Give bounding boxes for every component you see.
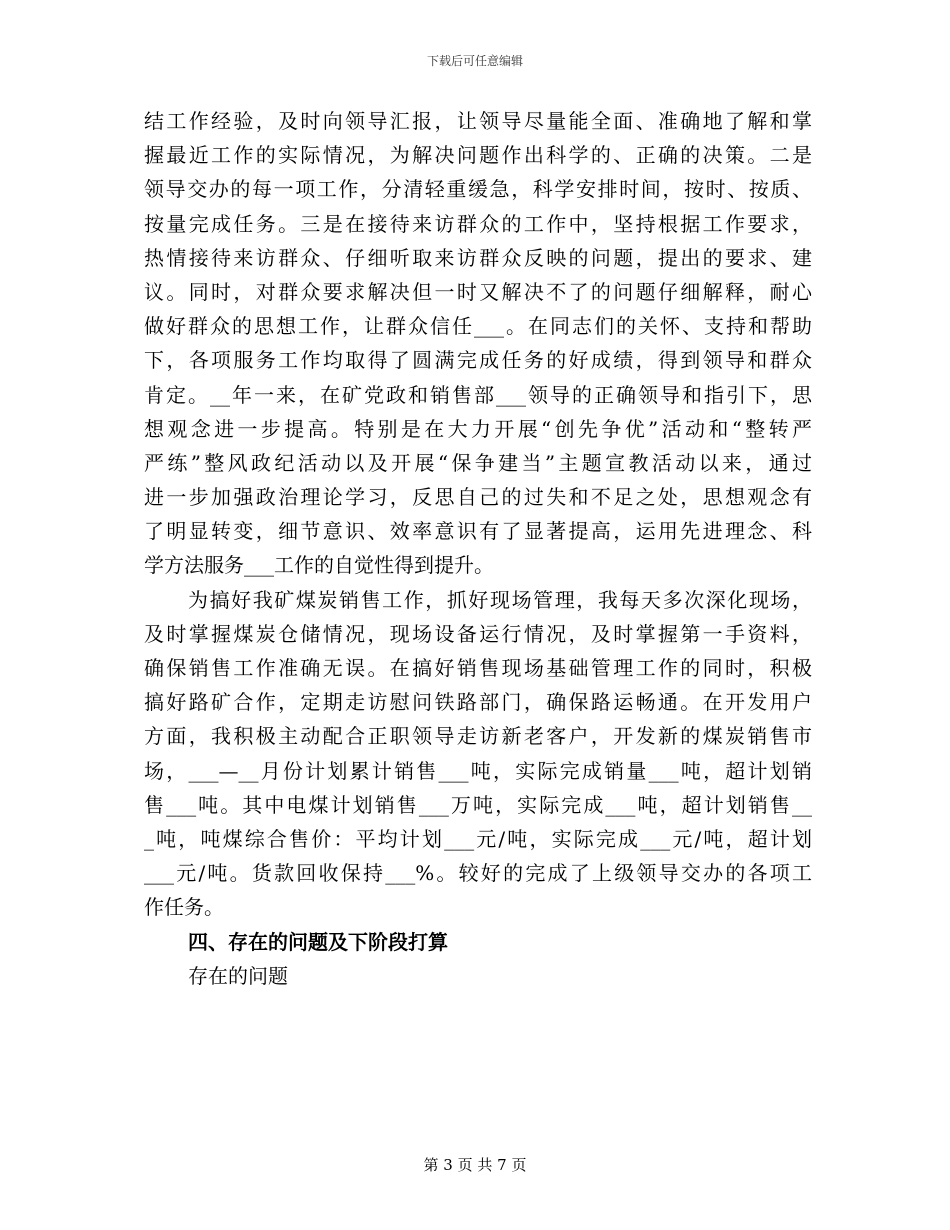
paragraph-1-line: 结工作经验，及时向领导汇报，让领导尽量能全面、准确地了解和掌 [144,109,812,133]
paragraph-2-line: 作任务。 [144,895,224,920]
page-footer: 第 3 页 共 7 页 [423,1156,527,1174]
paragraph-2-line: ___元/吨。货款回收保持___%。较好的完成了上级领导交办的各项工 [144,861,812,886]
paragraph-1-line: 严练”整风政纪活动以及开展“保争建当”主题宣教活动以来，通过 [144,450,812,475]
paragraph-2-line: 确保销售工作准确无误。在搞好销售现场基础管理工作的同时，积极 [144,656,812,680]
paragraph-1 [144,104,812,583]
paragraph-1-line: 学方法服务___工作的自觉性得到提升。 [144,553,494,578]
paragraph-1-line: 议。同时，对群众要求解决但一时又解决不了的问题仔细解释，耐心 [144,279,812,304]
paragraph-2-line: _吨，吨煤综合售价：平均计划___元/吨，实际完成___元/吨，超计划 [144,826,812,851]
paragraph-2-line: 方面，我积极主动配合正职领导走访新老客户，开发新的煤炭销售市 [144,724,812,749]
paragraph-1-line: 想观念进一步提高。特别是在大力开展“创先争优”活动和“整转严 [144,416,812,441]
subsection-heading: 存在的问题 [188,963,288,988]
document-body [144,104,812,993]
paragraph-1-line: 肯定。__年一来，在矿党政和销售部___领导的正确领导和指引下，思 [144,382,812,407]
paragraph-2-line: 为搞好我矿煤炭销售工作，抓好现场管理，我每天多次深化现场， [188,587,812,612]
paragraph-2-line: 售___吨。其中电煤计划销售___万吨，实际完成___吨，超计划销售__ [144,792,812,817]
paragraph-1-line: 下，各项服务工作均取得了圆满完成任务的好成绩，得到领导和群众 [144,348,812,373]
paragraph-1-line: 进一步加强政治理论学习，反思自己的过失和不足之处，思想观念有 [144,485,812,510]
paragraph-1-line: 做好群众的思想工作，让群众信任___。在同志们的关怀、支持和帮助 [144,314,812,339]
paragraph-2 [144,583,812,925]
paragraph-2-line: 及时掌握煤炭仓储情况，现场设备运行情况，及时掌握第一手资料， [144,621,812,646]
paragraph-1-line: 按量完成任务。三是在接待来访群众的工作中，坚持根据工作要求， [144,211,812,236]
paragraph-1-line: 了明显转变，细节意识、效率意识有了显著提高，运用先进理念、科 [144,519,812,544]
section-heading: 四、存在的问题及下阶段打算 [188,929,448,954]
page-header: 下载后可任意编辑 [426,54,523,68]
paragraph-1-line: 握最近工作的实际情况，为解决问题作出科学的、正确的决策。二是 [144,143,812,168]
paragraph-2-line: 场，___—__月份计划累计销售___吨，实际完成销量___吨，超计划销 [144,758,812,783]
paragraph-1-line: 领导交办的每一项工作，分清轻重缓急，科学安排时间，按时、按质、 [144,177,812,202]
paragraph-1-line: 热情接待来访群众、仔细听取来访群众反映的问题，提出的要求、建 [144,245,812,270]
paragraph-2-line: 搞好路矿合作，定期走访慰问铁路部门，确保路运畅通。在开发用户 [144,690,812,715]
